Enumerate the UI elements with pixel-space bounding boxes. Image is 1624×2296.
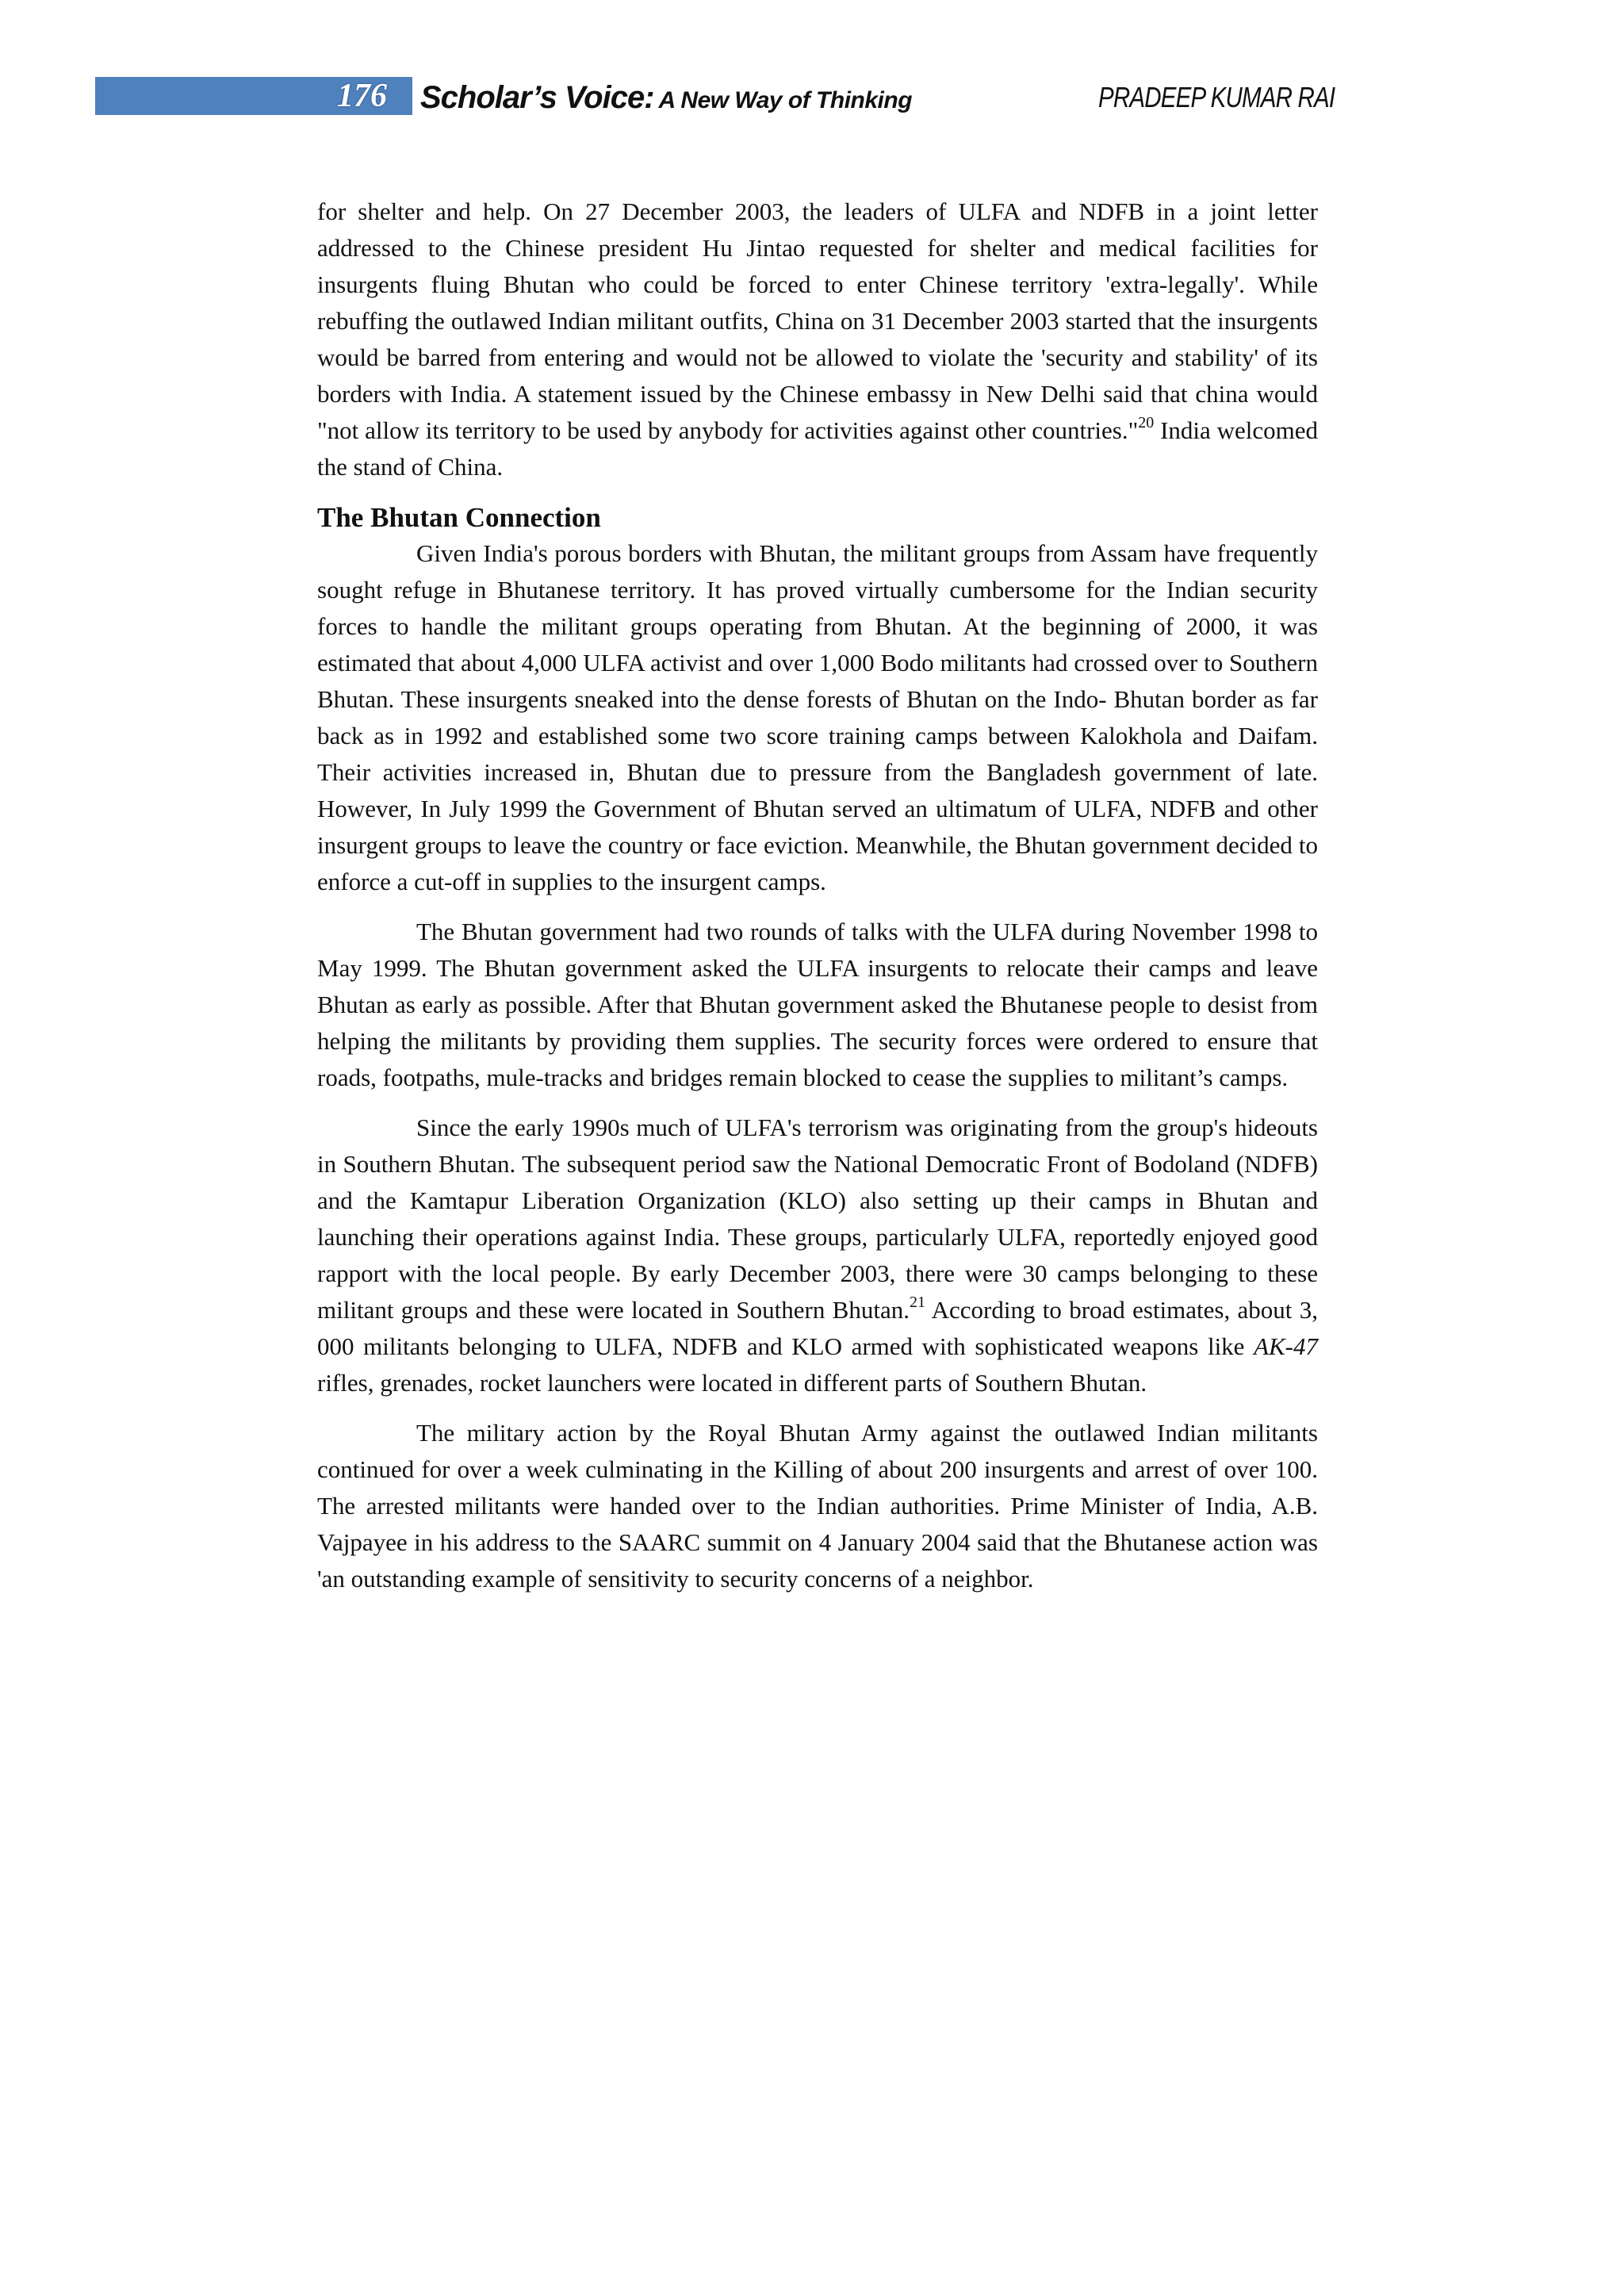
paragraph-camps bbox=[317, 1110, 1318, 1401]
paragraph-text: rifles, grenades, rocket launchers were located in different parts of Southern Bhutan. bbox=[317, 1369, 1147, 1397]
journal-title-main: Scholar’s Voice: bbox=[420, 80, 654, 115]
paragraph-text: Since the early 1990s much of ULFA's terrorism was originating from the group's hideouts in Southern Bhutan. The subsequent period saw the National Democratic Front of Bodoland (NDFB) and the Kamtapur Liberation Organization (KLO) also setting up their camps in Bhutan and launching their operations against India. These groups, particularly ULFA, reportedly enjoyed good rapport with the local people. By early December 2003, there were 30 camps belonging to these militant groups and these were located in Southern Bhutan. bbox=[317, 1114, 1318, 1324]
footnote-ref-21: 21 bbox=[909, 1294, 925, 1311]
paragraph-continuation bbox=[317, 194, 1318, 485]
paragraph-bhutan-refuge: Given India's porous borders with Bhutan, the militant groups from Assam have frequently sought refuge in Bhutanese territory. It has proved virtually cumbersome for the Indian security forces to handle the militant groups operating from Bhutan. At the beginning of 2000, it was estimated that about 4,000 ULFA activist and over 1,000 Bodo militants had crossed over to Southern Bhutan. These insurgents sneaked into the dense forests of Bhutan on the Indo- Bhutan border as far back as in 1992 and established some two score training camps between Kalokhola and Daifam. Their activities increased in, Bhutan due to pressure from the Bangladesh government of late. However, In July 1999 the Government of Bhutan served an ultimatum of ULFA, NDFB and other insurgent groups to leave the country or face eviction. Meanwhile, the Bhutan government decided to enforce a cut-off in supplies to the insurgent camps. bbox=[317, 539, 1318, 895]
weapon-name: AK-47 bbox=[1254, 1332, 1318, 1360]
page-number: 176 bbox=[337, 78, 387, 114]
section-heading: The Bhutan Connection bbox=[317, 502, 601, 533]
author-name: PRADEEP KUMAR RAI bbox=[1098, 81, 1335, 113]
article-body bbox=[317, 194, 1318, 1597]
paragraph-military-action: The military action by the Royal Bhutan Army against the outlawed Indian militants continued for over a week culminating in the Killing of about 200 insurgents and arrest of over 100. The arrested militants were handed over to the Indian authorities. Prime Minister of India, A.B. Vajpayee in his address to the SAARC summit on 4 January 2004 said that the Bhutanese action was 'an outstanding example of sensitivity to security concerns of a neighbor. bbox=[317, 1419, 1318, 1593]
journal-title-subtitle: A New Way of Thinking bbox=[658, 87, 913, 113]
footnote-ref-20: 20 bbox=[1138, 414, 1155, 431]
paragraph-text: India welcomed the stand of China. bbox=[317, 416, 1318, 481]
paragraph-text: for shelter and help. On 27 December 2003, the leaders of ULFA and NDFB in a joint letter addressed to the Chinese president Hu Jintao requested for shelter and medical facilities for insurgents fluing Bhutan who could be forced to enter Chinese territory 'extra-legally'. While rebuffing the outlawed Indian militant outfits, China on 31 December 2003 started that the insurgents would be barred from entering and would not be allowed to violate the 'security and stability' of its borders with India. A statement issued by the Chinese embassy in New Delhi said that china would "not allow its territory to be used by anybody for activities against other countries." bbox=[317, 197, 1318, 444]
paragraph-talks: The Bhutan government had two rounds of talks with the ULFA during November 1998 to May 1999. The Bhutan government asked the ULFA insurgents to relocate their camps and leave Bhutan as early as possible. After that Bhutan government asked the Bhutanese people to desist from helping the militants by providing them supplies. The security forces were ordered to ensure that roads, footpaths, mule-tracks and bridges remain blocked to cease the supplies to militant’s camps. bbox=[317, 918, 1318, 1091]
journal-title bbox=[420, 79, 912, 117]
paragraph-text: According to broad estimates, about 3, 000 militants belonging to ULFA, NDFB and KLO armed with sophisticated weapons like bbox=[317, 1296, 1319, 1360]
running-header bbox=[95, 77, 1335, 118]
